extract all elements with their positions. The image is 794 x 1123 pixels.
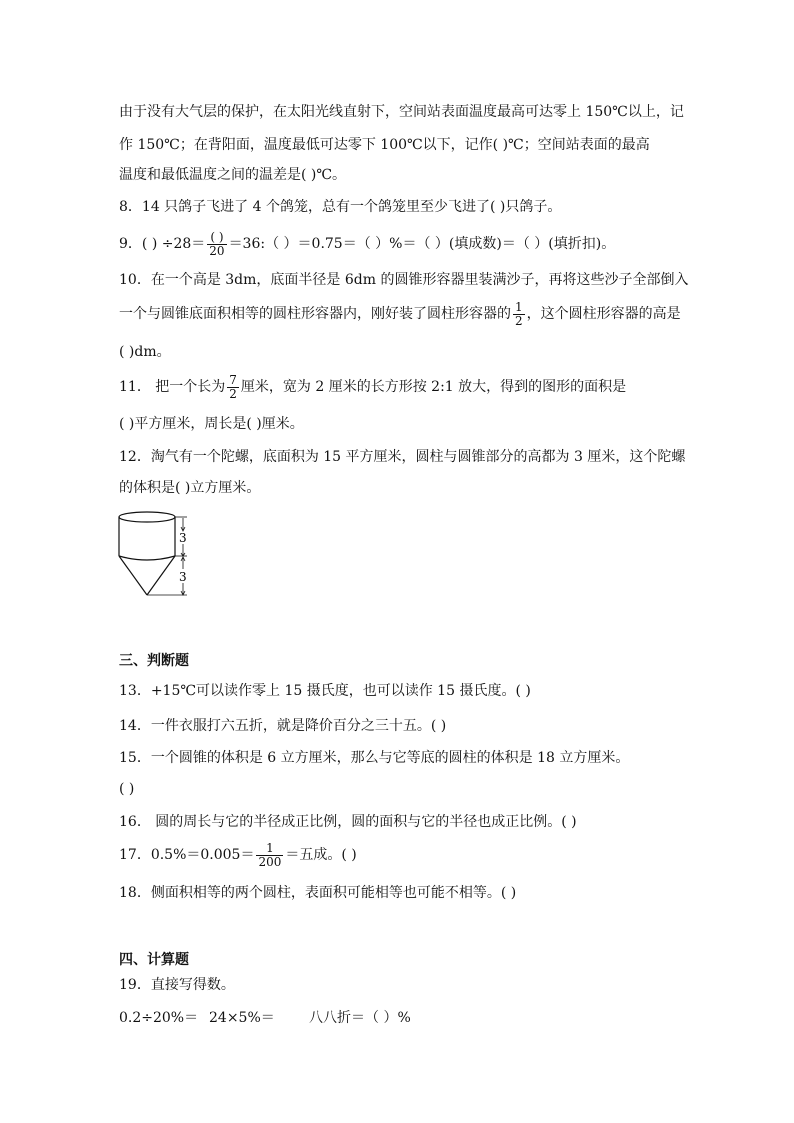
calc-item-2: 24×5%＝	[209, 1010, 275, 1026]
question-13: 13．+15℃可以读作零上 15 摄氏度，也可以读作 15 摄氏度。( )	[119, 683, 531, 699]
question-11-line-1	[119, 370, 626, 404]
question-11-line-2: ( )平方厘米，周长是( )厘米。	[119, 416, 304, 432]
question-10-fraction	[513, 301, 525, 328]
calc-item-3: 八八折＝（ ）%	[309, 1010, 411, 1026]
spinning-top-figure	[115, 508, 195, 600]
question-15-line-2: ( )	[119, 781, 135, 797]
question-10-line-2	[119, 298, 681, 330]
question-9-fraction	[207, 231, 226, 258]
question-11-text-a: 11． 把一个长为	[119, 379, 226, 395]
fraction-denominator: 200	[258, 854, 282, 869]
paragraph-line-2: 作 150℃；在背阳面，温度最低可达零下 100℃以下，记作( )℃；空间站表面的最高	[119, 137, 650, 153]
paragraph-line-3: 温度和最低温度之间的温差是( )℃。	[119, 167, 347, 183]
section-title-calculation: 四、计算题	[119, 952, 189, 968]
question-15-line-1: 15．一个圆锥的体积是 6 立方厘米，那么与它等底的圆柱的体积是 18 立方厘米。	[119, 750, 630, 766]
fraction-denominator: 20	[209, 243, 225, 258]
fraction-denominator: 2	[229, 386, 237, 401]
question-17-fraction	[256, 842, 283, 869]
calc-item-1: 0.2÷20%＝	[119, 1010, 199, 1026]
question-10-text-a: 一个与圆锥底面积相等的圆柱形容器内，刚好装了圆柱形容器的	[119, 306, 511, 322]
question-11-fraction	[227, 374, 239, 401]
fraction-numerator: 1	[515, 299, 523, 314]
section-title-judgement: 三、判断题	[119, 653, 189, 669]
question-9	[119, 226, 615, 262]
question-17-text-a: 17．0.5%＝0.005＝	[119, 847, 255, 863]
fraction-denominator: 2	[515, 313, 523, 328]
question-18: 18．侧面积相等的两个圆柱，表面积可能相等也可能不相等。( )	[119, 885, 517, 901]
question-10-text-b: ，这个圆柱形容器的高是	[526, 306, 681, 322]
question-12-line-1: 12．淘气有一个陀螺，底面积为 15 平方厘米，圆柱与圆锥部分的高都为 3 厘米，这个陀螺	[119, 449, 686, 465]
question-17	[119, 837, 357, 873]
question-16: 16． 圆的周长与它的半径成正比例，圆的面积与它的半径也成正比例。( )	[119, 814, 577, 830]
height-label-cone: 3	[179, 570, 187, 584]
paragraph-line-1: 由于没有大气层的保护，在太阳光线直射下，空间站表面温度最高可达零上 150℃以上，记	[119, 104, 684, 120]
question-14: 14．一件衣服打六五折，就是降价百分之三十五。( )	[119, 718, 447, 734]
question-12-line-2: 的体积是( )立方厘米。	[119, 480, 261, 496]
question-17-text-b: ＝五成。( )	[285, 847, 357, 863]
height-label-cylinder: 3	[179, 531, 187, 545]
fraction-numerator: 7	[229, 372, 237, 387]
fraction-numerator: 1	[256, 842, 283, 856]
question-10-line-1: 10．在一个高是 3dm，底面半径是 6dm 的圆锥形容器里装满沙子，再将这些沙子全部倒入	[119, 272, 689, 288]
question-11-text-b: 厘米，宽为 2 厘米的长方形按 2:1 放大，得到的图形的面积是	[240, 379, 627, 395]
question-19: 19．直接写得数。	[119, 977, 235, 993]
fraction-numerator: ( )	[207, 231, 226, 245]
question-9-text-b: ＝36:（ ）＝0.75＝（ ）%＝（ ）(填成数)＝（ ）(填折扣)。	[228, 236, 616, 252]
question-8: 8．14 只鸽子飞进了 4 个鸽笼，总有一个鸽笼里至少飞进了( )只鸽子。	[119, 199, 562, 215]
question-9-text-a: 9．( ) ÷28＝	[119, 236, 206, 252]
question-10-line-3: ( )dm。	[119, 344, 171, 360]
